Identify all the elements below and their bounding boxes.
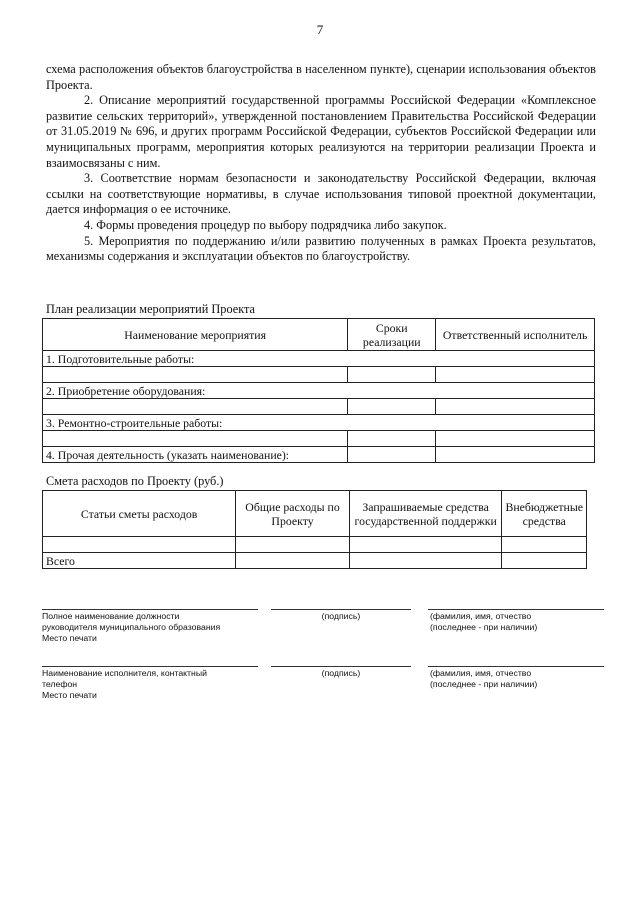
table-cell (348, 431, 436, 447)
document-body (46, 62, 596, 265)
table-cell (436, 367, 595, 383)
signature-position-field (42, 609, 258, 644)
budget-total-row (43, 553, 587, 569)
table-cell (436, 447, 595, 463)
plan-section-row (43, 351, 595, 367)
table-cell (236, 537, 350, 553)
plan-section-label: 2. Приобретение оборудования: (43, 383, 595, 399)
table-cell (436, 399, 595, 415)
signature-caption-line: (подпись) (321, 668, 361, 678)
table-cell (348, 399, 436, 415)
signature-caption-line: Наименование исполнителя, контактный (42, 668, 207, 678)
budget-caption: Смета расходов по Проекту (руб.) (46, 474, 224, 488)
budget-total-label: Всего (43, 553, 236, 569)
signature-caption-line: Место печати (42, 633, 97, 643)
signature-caption-line: телефон (42, 679, 78, 689)
plan-section-label: 3. Ремонтно-строительные работы: (43, 415, 595, 431)
plan-table (42, 318, 595, 463)
signature-caption-line: руководителя муниципального образования (42, 622, 221, 632)
paragraph-item-3: 3. Соответствие нормам безопасности и законодательству Российской Федерации, включая ссылки на соответствующие нормативы, в случае использования типовой проектной документации, дается информация о ее источнике. (46, 171, 596, 217)
signature-name-field (428, 666, 604, 690)
table-cell (43, 399, 348, 415)
plan-header-responsible: Ответственный исполнитель (436, 319, 595, 351)
budget-table (42, 490, 587, 569)
plan-header-row (43, 319, 595, 351)
signature-caption-line: Место печати (42, 690, 97, 700)
table-cell (502, 537, 587, 553)
table-cell (236, 553, 350, 569)
plan-section-label: 1. Подготовительные работы: (43, 351, 595, 367)
plan-section-row (43, 447, 595, 463)
plan-header-activity: Наименование мероприятия (43, 319, 348, 351)
signature-caption-line: (фамилия, имя, отчество (430, 611, 532, 621)
plan-section-label: 4. Прочая деятельность (указать наименование): (43, 447, 348, 463)
signature-block-executor (42, 666, 602, 716)
table-cell (348, 367, 436, 383)
paragraph-continuation: схема расположения объектов благоустройства в населенном пункте), сценарии использования объектов Проекта. (46, 62, 596, 92)
plan-section-row (43, 415, 595, 431)
table-cell (436, 431, 595, 447)
signature-name-field (428, 609, 604, 633)
page-number: 7 (316, 22, 324, 37)
table-cell (348, 447, 436, 463)
budget-header-items: Статьи сметы расходов (43, 491, 236, 537)
plan-empty-row (43, 399, 595, 415)
signature-caption-line: (последнее - при наличии) (430, 679, 538, 689)
signature-sign-field (271, 609, 411, 622)
signature-sign-field (271, 666, 411, 679)
plan-empty-row (43, 367, 595, 383)
budget-header-row (43, 491, 587, 537)
signature-position-field (42, 666, 258, 701)
table-cell (43, 537, 236, 553)
plan-empty-row (43, 431, 595, 447)
table-cell (349, 553, 502, 569)
budget-header-extrabudgetary: Внебюджетные средства (502, 491, 587, 537)
signature-block-head (42, 609, 602, 659)
budget-empty-row (43, 537, 587, 553)
table-cell (502, 553, 587, 569)
table-cell (349, 537, 502, 553)
budget-header-requested: Запрашиваемые средства государственной поддержки (349, 491, 502, 537)
plan-header-dates: Сроки реализации (348, 319, 436, 351)
plan-section-row (43, 383, 595, 399)
paragraph-item-4: 4. Формы проведения процедур по выбору подрядчика либо закупок. (84, 217, 447, 232)
signature-caption-line: Полное наименование должности (42, 611, 180, 621)
signature-caption-line: (фамилия, имя, отчество (430, 668, 532, 678)
plan-caption: План реализации мероприятий Проекта (46, 302, 255, 316)
table-cell (43, 431, 348, 447)
signature-caption-line: (последнее - при наличии) (430, 622, 538, 632)
signature-caption-line: (подпись) (321, 611, 361, 621)
paragraph-item-2: 2. Описание мероприятий государственной программы Российской Федерации «Комплексное развитие сельских территорий», утвержденной постановлением Правительства Российской Федерации от 31.05.2019 № 696, и других программ Российской Федерации, субъектов Российской Федерации или муниципальных программ, мероприятия которых реализуются на территории реализации Проекта и взаимосвязаны с ним. (46, 93, 596, 170)
paragraph-item-5: 5. Мероприятия по поддержанию и/или развитию полученных в рамках Проекта результатов, механизмы содержания и эксплуатации объектов по благоустройству. (46, 233, 596, 264)
budget-header-total: Общие расходы по Проекту (236, 491, 350, 537)
table-cell (43, 367, 348, 383)
